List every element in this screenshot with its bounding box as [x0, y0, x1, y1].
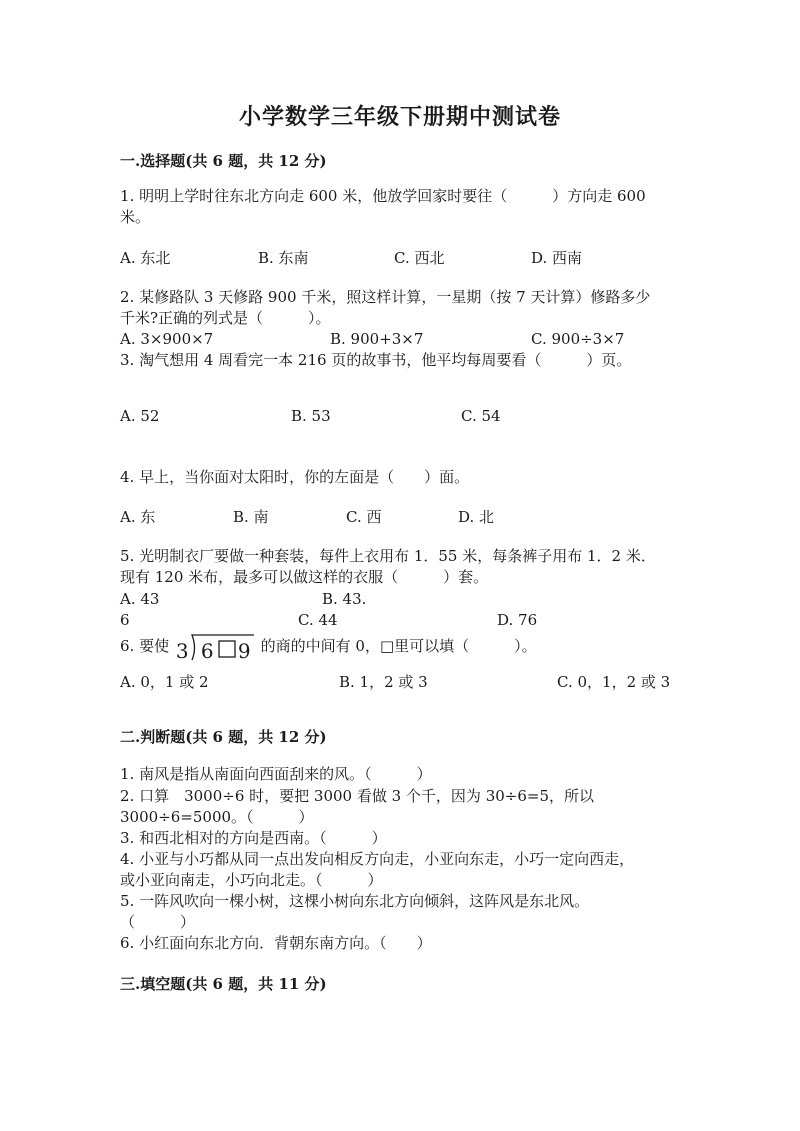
q2-option-b: B. 900+3×7 [330, 330, 424, 348]
judge-1: 1. 南风是指从南面向西面刮来的风。（ ） [120, 765, 432, 783]
judge-3: 3. 和西北相对的方向是西南。（ ） [120, 829, 387, 847]
q4-option-d: D. 北 [458, 508, 495, 526]
question-3-stem: 3. 淘气想用 4 周看完一本 216 页的故事书，他平均每周要看（ ）页。 [120, 351, 632, 369]
section-heading-fill: 三.填空题(共 6 题，共 11 分) [120, 975, 327, 993]
divisor-digit: 3 [175, 639, 189, 663]
question-4-stem: 4. 早上，当你面对太阳时，你的左面是（ ）面。 [120, 468, 470, 486]
judge-5: 5. 一阵风吹向一棵小树，这棵小树向东北方向倾斜，这阵风是东北风。 [120, 892, 590, 910]
q5-option-d: D. 76 [497, 611, 538, 629]
judge-4: 4. 小亚与小巧都从同一点出发向相反方向走，小亚向东走，小巧一定向西走， [120, 850, 635, 868]
judge-5-cont: （ ） [120, 913, 196, 931]
q4-option-a: A. 东 [120, 508, 156, 526]
q5-option-c: C. 44 [298, 611, 338, 629]
page-title: 小学数学三年级下册期中测试卷 [238, 104, 561, 130]
judge-6: 6. 小红面向东北方向．背朝东南方向。（ ） [120, 934, 432, 952]
judge-4-cont: 或小亚向南走，小巧向北走。（ ） [120, 871, 383, 889]
q1-option-b: B. 东南 [258, 249, 309, 267]
q3-option-a: A. 52 [120, 407, 160, 425]
q1-option-c: C. 西北 [394, 249, 445, 267]
q5-option-b-cont: 6 [120, 611, 130, 629]
q3-option-b: B. 53 [291, 407, 331, 425]
q6-stem-prefix: 6. 要使 [120, 637, 170, 655]
question-2-stem: 2. 某修路队 3 天修路 900 千米，照这样计算，一星期（按 7 天计算）修路多少千米?正确的列式是（ ）。 [120, 288, 651, 327]
judge-2-cont: 3000÷6=5000。（ ） [120, 808, 314, 826]
question-1-stem: 1. 明明上学时往东北方向走 600 米，他放学回家时要往（ ）方向走 600 米。 [120, 187, 646, 226]
section-heading-judge: 二.判断题(共 6 题，共 12 分) [120, 728, 327, 746]
q4-option-c: C. 西 [346, 508, 382, 526]
question-6-stem [120, 631, 537, 661]
q2-option-c: C. 900÷3×7 [531, 330, 625, 348]
judge-2: 2. 口算 3000÷6 时，要把 3000 看做 3 个千，因为 30÷6=5，所以 [120, 787, 595, 805]
q6-option-a: A. 0，1 或 2 [120, 673, 209, 691]
section-heading-choice: 一.选择题(共 6 题，共 12 分) [120, 152, 327, 170]
q1-option-d: D. 西南 [531, 249, 583, 267]
q6-stem-suffix: 的商的中间有 0，□里可以填（ ）。 [260, 637, 537, 655]
q4-option-b: B. 南 [233, 508, 269, 526]
q6-option-b: B. 1，2 或 3 [339, 673, 428, 691]
q6-option-c: C. 0，1，2 或 3 [557, 673, 671, 691]
q2-option-a: A. 3×900×7 [120, 330, 214, 348]
q5-option-a: A. 43 [120, 590, 160, 608]
q3-option-c: C. 54 [461, 407, 501, 425]
question-5-stem: 5. 光明制衣厂要做一种套装，每件上衣用布 1．55 米，每条裤子用布 1．2 米．现有 120 米布，最多可以做这样的衣服（ ）套。 [120, 547, 656, 586]
q5-option-b: B. 43. [322, 590, 367, 608]
dividend-digit-2: 9 [237, 639, 251, 663]
q1-option-a: A. 东北 [120, 249, 171, 267]
dividend-digit-1: 6 [200, 639, 214, 663]
long-division-figure [174, 633, 256, 661]
